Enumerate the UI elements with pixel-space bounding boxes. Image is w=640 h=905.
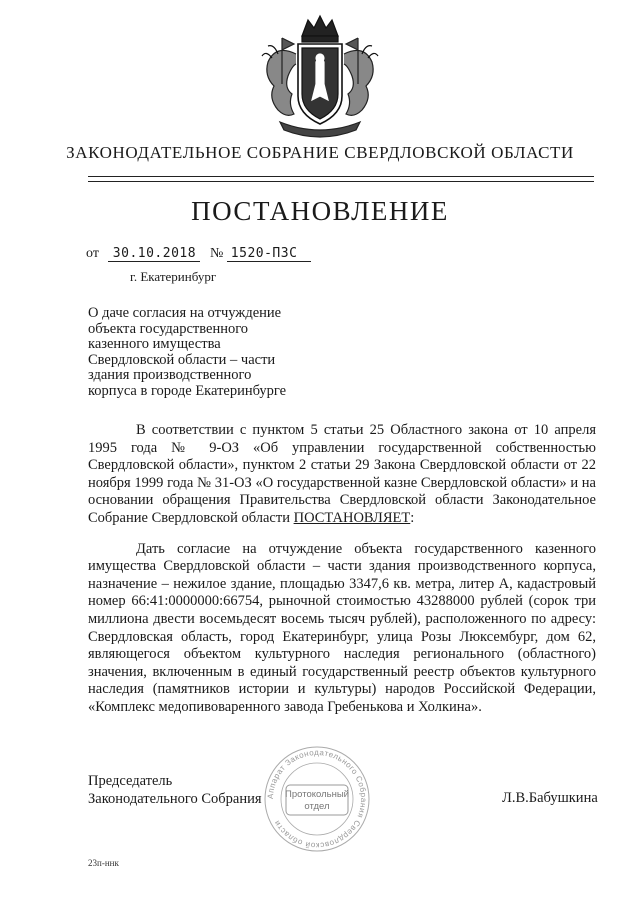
paragraph-resolution: Дать согласие на отчуждение объекта государственного казенного имущества Свердловской области – части здания производственного корпуса, назначение – нежилое здание, площадью 3347,6 кв. метра, литер А, кадастровый номер 66:41:0000000:66754, рыночной стоимостью 43288000 рублей (сорок три миллиона двести восемьдесят восемь тысяч рублей), расположенного по адресу: Свердловская область, город Екатеринбург, улица Розы Люксембург, дом 62, являющегося объектом культурного наследия регионального (областного) значения, включенным в единый государственный реестр объектов культурного наследия (памятников истории и культуры) народов Российской Федерации, «Комплекс медопивоваренного завода Гребенькова и Холкина». — [88, 540, 596, 715]
document-number: 1520-ПЗС — [227, 246, 311, 262]
date-number-line — [86, 246, 311, 262]
document-title: ПОСТАНОВЛЕНИЕ — [191, 196, 449, 226]
stamp-ring-text: Аппарат Законодательного Собрания Свердловской области — [265, 747, 369, 851]
stamp-center-line2: отдел — [304, 801, 330, 812]
number-prefix: № — [209, 246, 224, 261]
organization-name: ЗАКОНОДАТЕЛЬНОЕ СОБРАНИЕ СВЕРДЛОВСКОЙ ОБЛАСТИ — [66, 143, 574, 162]
stamp-center-line1: Протокольный — [285, 789, 349, 800]
signatory-position — [88, 772, 262, 808]
header-rule-thin — [88, 181, 594, 182]
header-rule — [88, 176, 594, 177]
stamp-icon — [256, 745, 378, 853]
resolution-keyword: ПОСТАНОВЛЯЕТ — [293, 509, 411, 526]
paragraph-preamble — [88, 422, 596, 528]
preamble-end: : — [410, 509, 415, 526]
coat-of-arms-icon — [258, 14, 382, 140]
document-body — [88, 422, 596, 730]
preamble-text: В соответствии с пунктом 5 статьи 25 Областного закона от 10 апреля 1995 года № 9-ОЗ «Об управлении государственной собственностью Свердловской области», пунктом 2 статьи 29 Закона Свердловской области от 22 ноября 1999 года № 31-ОЗ «О государственной казне Свердловской области» и на основании обращения Правительства Свердловской области Законодательное Собрание Свердловской области — [88, 422, 596, 526]
signatory-position-line1: Председатель — [88, 773, 173, 789]
document-footnote: 23п-ннк — [88, 858, 119, 868]
date-prefix: от — [86, 246, 99, 261]
signatory-position-line2: Законодательного Собрания — [88, 791, 262, 807]
city: г. Екатеринбург — [130, 269, 217, 284]
signatory-name: Л.В.Бабушкина — [502, 790, 598, 806]
document-date: 30.10.2018 — [108, 246, 200, 262]
document-subject: О даче согласия на отчуждение объекта государственного казенного имущества Свердловской области – части здания производственного корпуса в городе Екатеринбурге — [88, 305, 287, 399]
